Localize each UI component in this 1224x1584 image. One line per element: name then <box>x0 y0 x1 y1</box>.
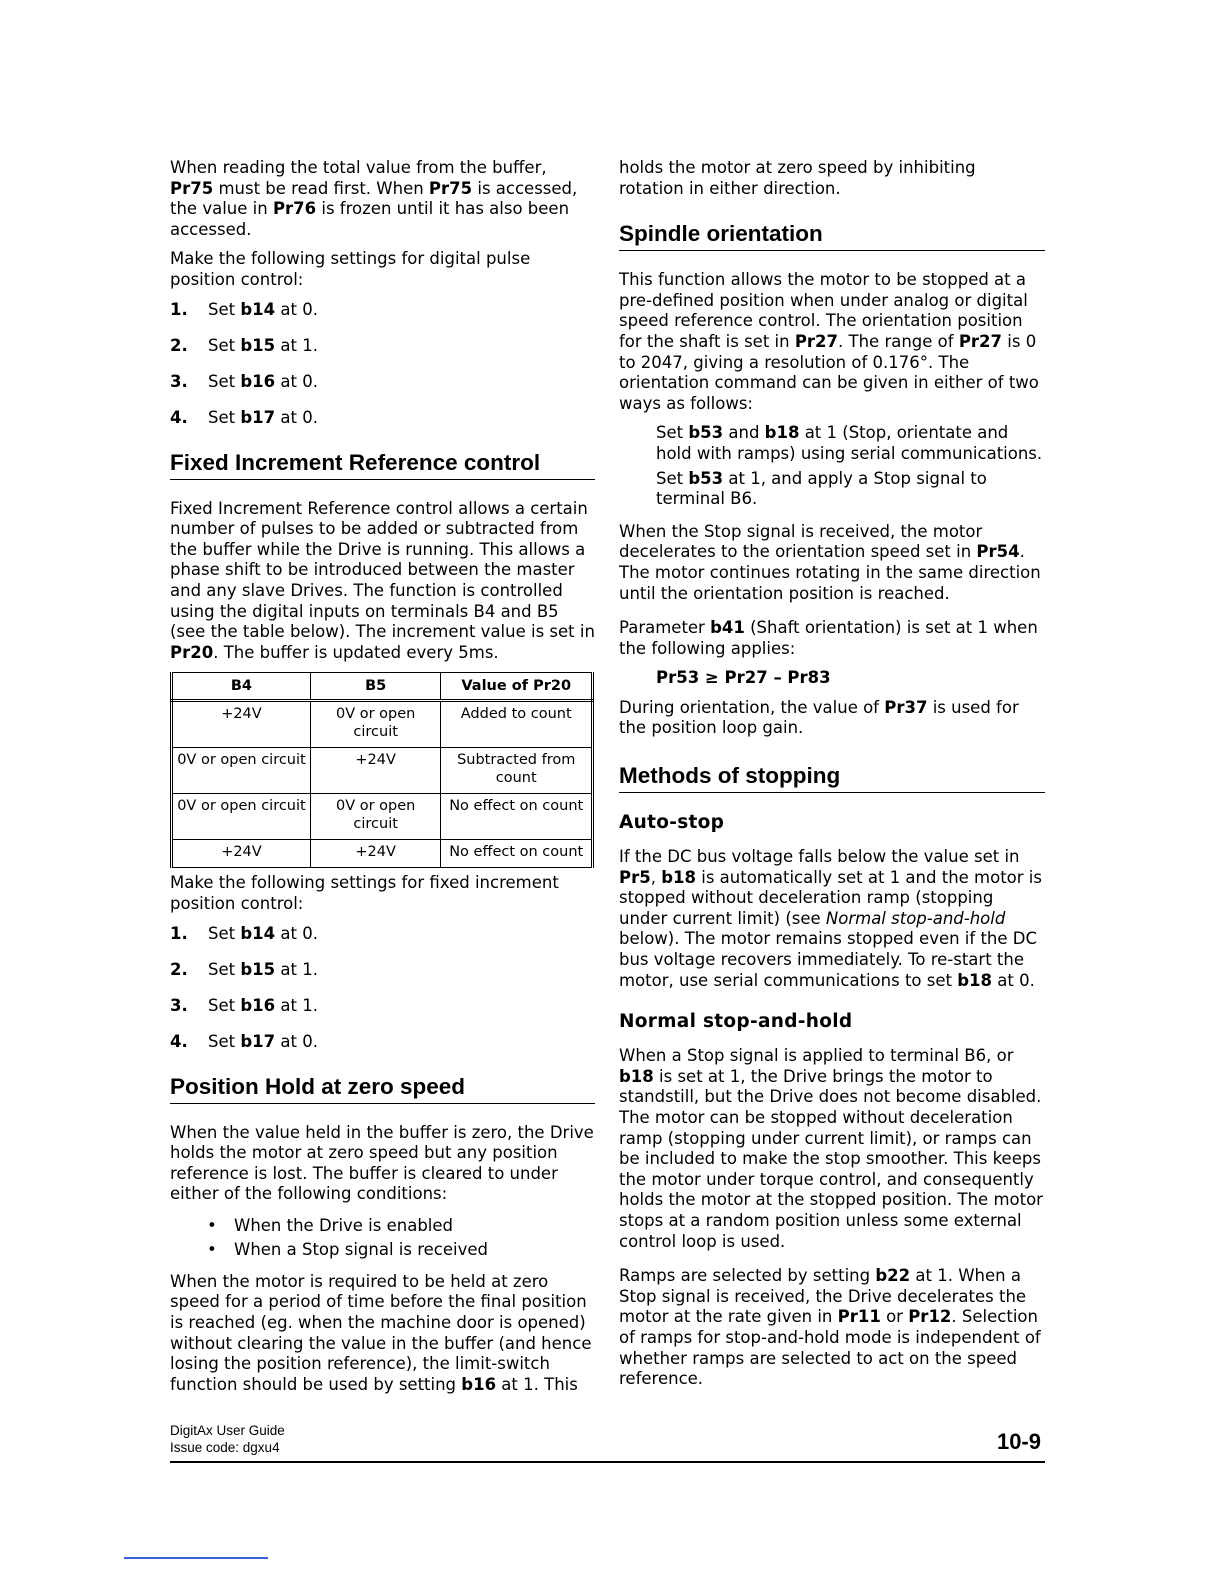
left-column <box>170 158 595 1404</box>
table-header-b5: B5 <box>310 673 441 701</box>
ramps-paragraph: Ramps are selected by setting b22 at 1. When a Stop signal is received, the Drive decelerates the motor at the rate given in Pr11 or Pr12. Selection of ramps for stop-and-hold mode is independent of whether ramps are selected to act on the speed reference. <box>619 1266 1041 1389</box>
table-header-value: Value of Pr20 <box>441 673 593 701</box>
list-item: 2. Set b15 at 1. <box>170 959 318 979</box>
buffer-read-paragraph: When reading the total value from the buffer, Pr75 must be read first. When Pr75 is accessed, the value in Pr76 is frozen until it has also been accessed. <box>170 158 578 239</box>
spindle-orientation-heading: Spindle orientation <box>619 221 1045 251</box>
footer-issue-code: Issue code: dgxu4 <box>170 1440 280 1455</box>
table-cell: No effect on count <box>441 794 593 840</box>
methods-of-stopping-heading: Methods of stopping <box>619 763 1045 793</box>
page-number: 10-9 <box>996 1429 1041 1454</box>
list-item: 3. Set b16 at 0. <box>170 371 318 391</box>
pulse-settings-intro: Make the following settings for digital pulse position control: <box>170 249 531 289</box>
fixed-settings-list <box>170 924 595 1052</box>
normal-stop-paragraph: When a Stop signal is applied to terminal B6, or b18 is set at 1, the Drive brings the motor to standstill, but the Drive does not become disabled. The motor can be stopped without deceleration ramp (stopping under current limit), or ramps can be included to make the stop smoother. This keeps the motor under torque control, and consequently holds the motor at the stopped position. The motor stops at a random position unless some external control loop is used. <box>619 1046 1043 1251</box>
table-cell: +24V <box>172 840 311 868</box>
list-item: 2. Set b15 at 1. <box>170 335 318 355</box>
right-column <box>619 158 1045 1399</box>
list-item: 1. Set b14 at 0. <box>170 299 318 319</box>
page-footer <box>170 1422 1045 1463</box>
continued-paragraph: holds the motor at zero speed by inhibiting rotation in either direction. <box>619 158 976 198</box>
position-hold-heading: Position Hold at zero speed <box>170 1074 595 1104</box>
table-cell: 0V or open circuit <box>310 794 441 840</box>
table-cell: No effect on count <box>441 840 593 868</box>
table-cell: +24V <box>310 840 441 868</box>
table-cell: +24V <box>172 701 311 748</box>
table-cell: 0V or open circuit <box>172 794 311 840</box>
table-row <box>172 748 593 794</box>
limit-switch-paragraph: When the motor is required to be held at zero speed for a period of time before the final position is reached (eg. when the machine door is opened) without clearing the value in the buffer (and hence losing the position reference), the limit-switch function should be used by setting b16 at 1. This <box>170 1271 592 1394</box>
table-header-b4: B4 <box>172 673 311 701</box>
fixed-increment-heading: Fixed Increment Reference control <box>170 450 595 480</box>
auto-stop-paragraph: If the DC bus voltage falls below the value set in Pr5, b18 is automatically set at 1 and the motor is stopped without deceleration ramp (stopping under current limit) (see Normal stop-and-hold below). The motor remains stopped even if the DC bus voltage recovers immediately. To re-start the motor, use serial communications to set b18 at 0. <box>619 847 1042 990</box>
position-loop-paragraph: During orientation, the value of Pr37 is used for the position loop gain. <box>619 697 1019 738</box>
conditions-list <box>170 1214 595 1262</box>
list-item: 1. Set b14 at 0. <box>170 923 318 943</box>
orientation-option-2: Set b53 at 1, and apply a Stop signal to terminal B6. <box>656 468 987 509</box>
spindle-paragraph: This function allows the motor to be stopped at a pre-defined position when under analog or digital speed reference control. The orientation position for the shaft is set in Pr27. The range of Pr27 is 0 to 2047, giving a resolution of 0.176°. The orientation command can be given in either of two ways as follows: <box>619 270 1039 413</box>
table-row <box>172 840 593 868</box>
orientation-option-1: Set b53 and b18 at 1 (Stop, orientate and hold with ramps) using serial communications. <box>656 423 1043 463</box>
link-underline <box>124 1557 268 1559</box>
stop-signal-paragraph: When the Stop signal is received, the motor decelerates to the orientation speed set in Pr54. The motor continues rotating in the same direction until the orientation position is reached. <box>619 521 1041 603</box>
table-cell: 0V or open circuit <box>172 748 311 794</box>
table-cell: Subtracted from count <box>441 748 593 794</box>
table-row <box>172 794 593 840</box>
position-hold-paragraph: When the value held in the buffer is zero, the Drive holds the motor at zero speed but any position reference is lost. The buffer is cleared to under either of the following conditions: <box>170 1122 594 1204</box>
table-cell: +24V <box>310 748 441 794</box>
increment-table <box>170 672 594 868</box>
list-item: 3. Set b16 at 1. <box>170 995 318 1015</box>
normal-stop-heading: Normal stop-and-hold <box>619 1011 853 1033</box>
table-cell: Added to count <box>441 701 593 748</box>
orientation-formula: Pr53 ≥ Pr27 – Pr83 <box>656 668 831 688</box>
fixed-settings-intro: Make the following settings for fixed increment position control: <box>170 873 559 913</box>
fixed-increment-paragraph: Fixed Increment Reference control allows a certain number of pulses to be added or subtracted from the buffer while the Drive is running. This allows a phase shift to be introduced between the master and any slave Drives. The function is controlled using the digital inputs on terminals B4 and B5 (see the table below). The increment value is set in Pr20. The buffer is updated every 5ms. <box>170 498 595 662</box>
table-header-row <box>172 673 593 701</box>
table-row <box>172 701 593 748</box>
auto-stop-heading: Auto-stop <box>619 812 725 834</box>
pulse-settings-list <box>170 300 595 428</box>
footer-guide-title: DigitAx User Guide <box>170 1423 285 1438</box>
table-cell: 0V or open circuit <box>310 701 441 748</box>
list-item: • When a Stop signal is received <box>234 1238 595 1262</box>
list-item: • When the Drive is enabled <box>234 1214 595 1238</box>
shaft-orientation-paragraph: Parameter b41 (Shaft orientation) is set at 1 when the following applies: <box>619 618 1038 658</box>
list-item: 4. Set b17 at 0. <box>170 1031 318 1051</box>
list-item: 4. Set b17 at 0. <box>170 407 318 427</box>
